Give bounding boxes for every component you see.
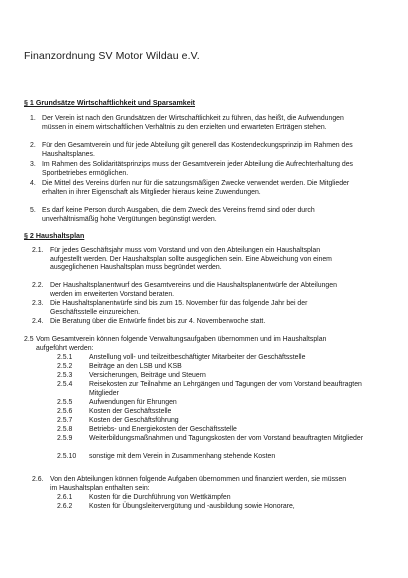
- item-text: Es darf keine Person durch Ausgaben, die dem Zweck des Vereins fremd sind oder durch unverhältnismäßig hohe Vergütungen begünstigt werden.: [42, 207, 315, 223]
- sub-item-text: Versicherungen, Beiträge und Steuern: [89, 372, 206, 379]
- sub-item-text: Kosten für die Durchführung von Wettkämpfen: [89, 494, 231, 501]
- sub-item-number: 2.5.6: [57, 408, 73, 415]
- sub-item-text: Kosten der Geschäftsführung: [89, 417, 179, 424]
- item-number: 2.2.: [32, 282, 44, 289]
- item-text: Für jedes Geschäftsjahr muss vom Vorstand und von den Abteilungen ein Haushaltsplan aufgestellt werden. Der Haushaltsplan sollte ausgeglichen sein. Eine Abweichung von einem ausgeglichenen Haushaltsplan muss begründet werden.: [50, 247, 332, 272]
- item-text: Vom Gesamtverein können folgende Verwaltungsaufgaben übernommen und im Haushaltsplan aufgeführt werden:: [36, 336, 327, 352]
- list-item: [32, 247, 352, 273]
- item-text: Der Haushaltsplanentwurf des Gesamtvereins und die Haushaltsplanentwürfe der Abteilungen werden im erweiterten Vorstand beraten.: [50, 282, 337, 298]
- item-number: 2.6.: [32, 476, 44, 483]
- item-number: 1.: [30, 115, 36, 122]
- sub-item-number: 2.6.2: [57, 503, 73, 510]
- sub-item-text: Weiterbildungsmaßnahmen und Tagungskosten der vom Vorstand beauftragten Mitglieder: [89, 435, 364, 442]
- sub-item-text: Betriebs- und Energiekosten der Geschäftsstelle: [89, 426, 237, 433]
- document-title: Finanzordnung SV Motor Wildau e.V.: [24, 50, 200, 62]
- sub-item-text: Kosten für Übungsleitervergütung und -ausbildung sowie Honorare,: [89, 503, 295, 510]
- sub-item-number: 2.5.1: [57, 354, 73, 361]
- item-text: Im Rahmen des Solidaritätsprinzips muss der Gesamtverein jeder Abteilung die Aufrechterhaltung des Sportbetriebes ermöglichen.: [42, 161, 354, 177]
- list-item: [24, 336, 354, 353]
- list-item: [30, 161, 355, 178]
- sub-item-number: 2.5.3: [57, 372, 73, 379]
- sub-item-text: Anstellung voll- und teilzeitbeschäftigter Mitarbeiter der Geschäftsstelle: [89, 354, 306, 361]
- sub-item-number: 2.6.1: [57, 494, 73, 501]
- item-text: Für den Gesamtverein und für jede Abteilung gilt generell das Kostendeckungsprinzip im Rahmen des Haushaltsplanes.: [42, 142, 353, 158]
- item-number: 5.: [30, 207, 36, 214]
- item-number: 2.5: [24, 336, 34, 343]
- list-item: [30, 207, 355, 224]
- item-number: 3.: [30, 161, 36, 168]
- list-item: [30, 142, 355, 159]
- item-text: Der Verein ist nach den Grundsätzen der Wirtschaftlichkeit zu führen, das heißt, die Aufwendungen müssen in einem wirtschaftlichen Verhältnis zu den erzielten und erwarteten Erträgen stehen.: [42, 115, 344, 131]
- item-text: Von den Abteilungen können folgende Aufgaben übernommen und finanziert werden, sie müssen im Haushaltsplan enthalten sein:: [50, 476, 347, 492]
- item-number: 4.: [30, 180, 36, 187]
- sub-item-text: Reisekosten zur Teilnahme an Lehrgängen und Tagungen der vom Vorstand beauftragten Mitglieder: [89, 381, 362, 397]
- sub-item-number: 2.5.2: [57, 363, 73, 370]
- sub-item-number: 2.5.7: [57, 417, 73, 424]
- sub-item-text: Aufwendungen für Ehrungen: [89, 399, 177, 406]
- list-item: [30, 180, 355, 197]
- sub-item-number: 2.5.10: [57, 453, 77, 460]
- item-text: Die Beratung über die Entwürfe findet bis zur 4. Novemberwoche statt.: [50, 318, 266, 325]
- item-number: 2.3.: [32, 300, 44, 307]
- section-heading-1: § 1 Grundsätze Wirtschaftlichkeit und Sparsamkeit: [24, 99, 196, 107]
- item-text: Die Haushaltsplanentwürfe sind bis zum 15. November für das folgende Jahr bei der Geschäftsstelle einzureichen.: [50, 300, 308, 316]
- sub-item-number: 2.5.5: [57, 399, 73, 406]
- sub-item-number: 2.5.9: [57, 435, 73, 442]
- section-heading-2: § 2 Haushaltsplan: [24, 232, 85, 240]
- sub-item-number: 2.5.4: [57, 381, 73, 388]
- sub-item-text: sonstige mit dem Verein in Zusammenhang stehende Kosten: [89, 453, 276, 460]
- sub-item-text: Kosten der Geschäftsstelle: [89, 408, 172, 415]
- item-text: Die Mittel des Vereins dürfen nur für die satzungsmäßigen Zwecke verwendet werden. Die Mitglieder erhalten in ihrer Eigenschaft als Mitglieder hieraus keine Zuwendungen.: [42, 180, 350, 196]
- list-item: [30, 115, 355, 132]
- item-number: 2.: [30, 142, 36, 149]
- list-item: [32, 318, 352, 327]
- sub-item-number: 2.5.8: [57, 426, 73, 433]
- sub-item-text: Beiträge an den LSB und KSB: [89, 363, 182, 370]
- list-item: [32, 300, 352, 317]
- list-item: [32, 282, 352, 299]
- item-number: 2.4.: [32, 318, 44, 325]
- list-item: [32, 476, 354, 493]
- item-number: 2.1.: [32, 247, 44, 254]
